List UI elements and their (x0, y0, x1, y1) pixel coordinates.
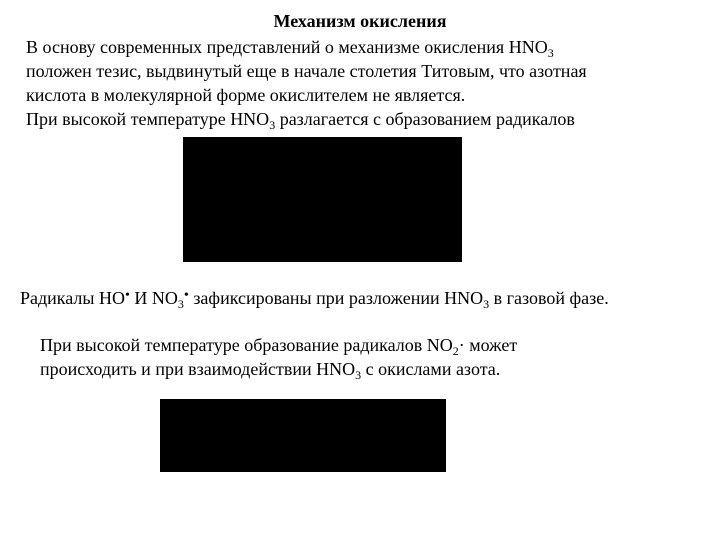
no2-paragraph (40, 333, 700, 381)
subscript: 3 (547, 46, 554, 60)
intro-line-2: положен тезис, выдвинутый еще в начале столетия Титовым, что азотная (26, 61, 587, 81)
text-run: И NO (129, 288, 178, 308)
text-run: с окислами азота. (361, 359, 501, 379)
text-run: разлагается с образованием радикалов (275, 109, 575, 129)
radical-dot: • (183, 288, 189, 303)
subscript: 3 (177, 297, 184, 311)
text-run: При высокой температуре образование радикалов NO (40, 335, 453, 355)
radical-dot: • (125, 288, 130, 303)
text-run: зафиксированы при разложении HNO (188, 288, 484, 308)
subscript: 2 (452, 344, 459, 358)
text-run: При высокой температуре HNO (26, 109, 270, 129)
text-run: в газовой фазе. (489, 288, 609, 308)
subscript: 3 (269, 118, 276, 132)
intro-line-1 (26, 35, 706, 59)
slide-title: Механизм окисления (273, 11, 447, 31)
subscript: 3 (483, 297, 490, 311)
intro-paragraph (26, 35, 706, 131)
redacted-formula-image-1 (183, 137, 462, 262)
text-run: происходить и при взаимодействии HNO (40, 359, 356, 379)
intro-line-4 (26, 107, 706, 131)
text-run: Радикалы HO (20, 288, 125, 308)
text-run: В основу современных представлений о механизме окисления HNO (26, 37, 548, 57)
subscript: 3 (355, 368, 362, 382)
redacted-formula-image-2 (160, 399, 446, 472)
text-run: · может (458, 335, 518, 355)
no2-line-1 (40, 333, 700, 357)
intro-line-3: кислота в молекулярной форме окислителем не является. (26, 85, 466, 105)
radicals-paragraph (20, 286, 710, 310)
no2-line-2 (40, 357, 700, 381)
